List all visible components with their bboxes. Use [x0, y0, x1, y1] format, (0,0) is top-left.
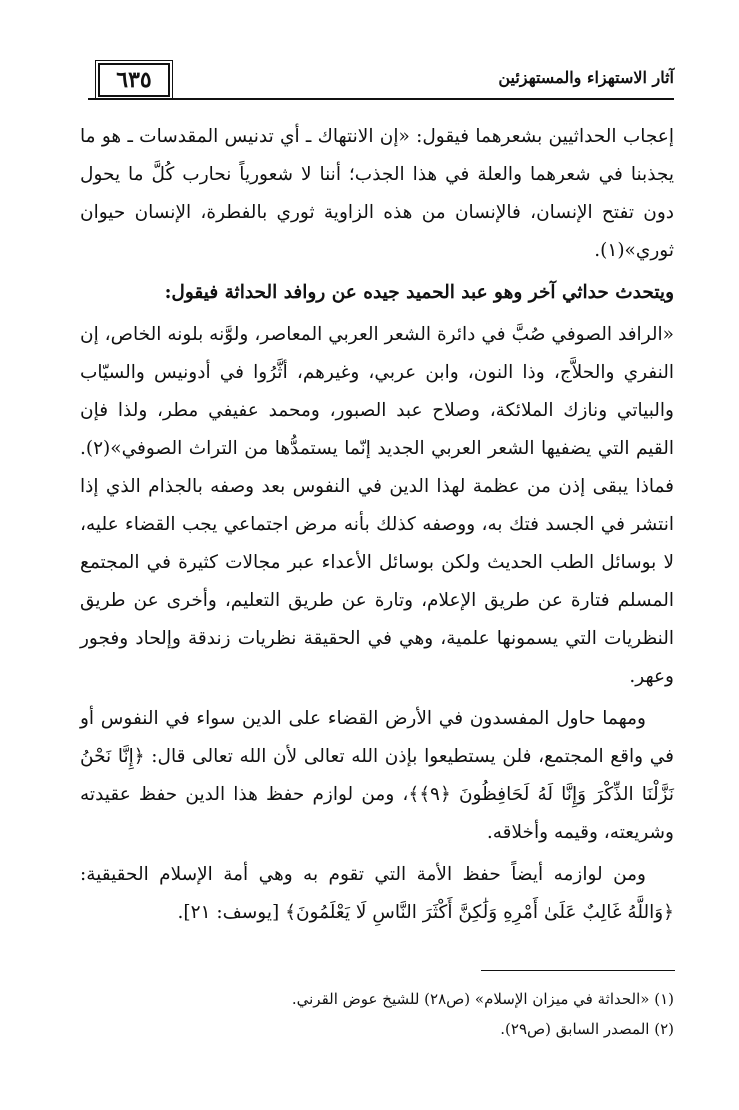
main-text	[80, 118, 674, 936]
page-number: ٦٣٥	[98, 63, 170, 97]
paragraph-heading: ويتحدث حداثي آخر وهو عبد الحميد جيده عن روافد الحداثة فيقول:	[164, 282, 674, 303]
footnotes	[80, 984, 674, 1044]
running-title: آثار الاستهزاء والمستهزئين	[498, 68, 674, 87]
paragraph-quote: «الرافد الصوفي صُبَّ في دائرة الشعر العربي المعاصر، ولوَّنه بلونه الخاص، إن النفري والحلاَّج، وذا النون، وابن عربي، وغيرهم، أثَّرُوا في أدونيس والسيّاب والبياتي ونازك الملائكة، وصلاح عبد الصبور، ومحمد عفيفي مطر، ولذا فإن القيم التي يضفيها الشعر العربي الجديد إنّما يستمدُّها من التراث الصوفي»(٢). فماذا يبقى إذن من عظمة لهذا الدين في النفوس بعد وصفه بالجذام الذي إذا انتشر في الجسد فتك به، ووصفه كذلك بأنه مرض اجتماعي يجب القضاء عليه، لا بوسائل الطب الحديث ولكن بوسائل الأعداء عبر مجالات كثيرة في المجتمع المسلم فتارة عن طريق الإعلام، وتارة عن طريق التعليم، وأخرى عن طريق النظريات التي يسمونها علمية، وهي في الحقيقة نظريات زندقة وإلحاد وفجور وعهر.	[80, 324, 674, 687]
paragraph-4: ومهما حاول المفسدون في الأرض القضاء على الدين سواء في النفوس أو في واقع المجتمع، فلن يستطيعوا بإذن الله تعالى لأن الله تعالى قال: ﴿إِنَّا نَحْنُ نَزَّلْنَا الذِّكْرَ وَإِنَّا لَهُ لَحَافِظُونَ ﴿٩﴾﴾، ومن لوازم حفظ هذا الدين حفظ عقيدته وشريعته، وقيمه وأخلاقه.	[80, 708, 675, 843]
footnote-2: (٢) المصدر السابق (ص٢٩).	[500, 1020, 674, 1038]
page-header	[88, 58, 674, 102]
header-rule	[88, 98, 674, 100]
footnote-1: (١) «الحداثة في ميزان الإسلام» (ص٢٨) للشيخ عوض القرني.	[291, 990, 674, 1008]
paragraph-1: إعجاب الحداثيين بشعرهما فيقول: «إن الانتهاك ـ أي تدنيس المقدسات ـ هو ما يجذبنا في شعرهما والعلة في هذا الجذب؛ أننا لا شعورياً نحارب كُلَّ ما يحول دون تفتح الإنسان، فالإنسان من هذه الزاوية ثوري بالفطرة، الإنسان حيوان ثوري»(١).	[80, 126, 674, 261]
footnote-separator	[481, 970, 675, 971]
paragraph-5: ومن لوازمه أيضاً حفظ الأمة التي تقوم به وهي أمة الإسلام الحقيقية: ﴿وَاللَّهُ غَالِبٌ عَلَىٰ أَمْرِهِ وَلَٰكِنَّ أَكْثَرَ النَّاسِ لَا يَعْلَمُونَ﴾ [يوسف: ٢١].	[80, 864, 674, 923]
